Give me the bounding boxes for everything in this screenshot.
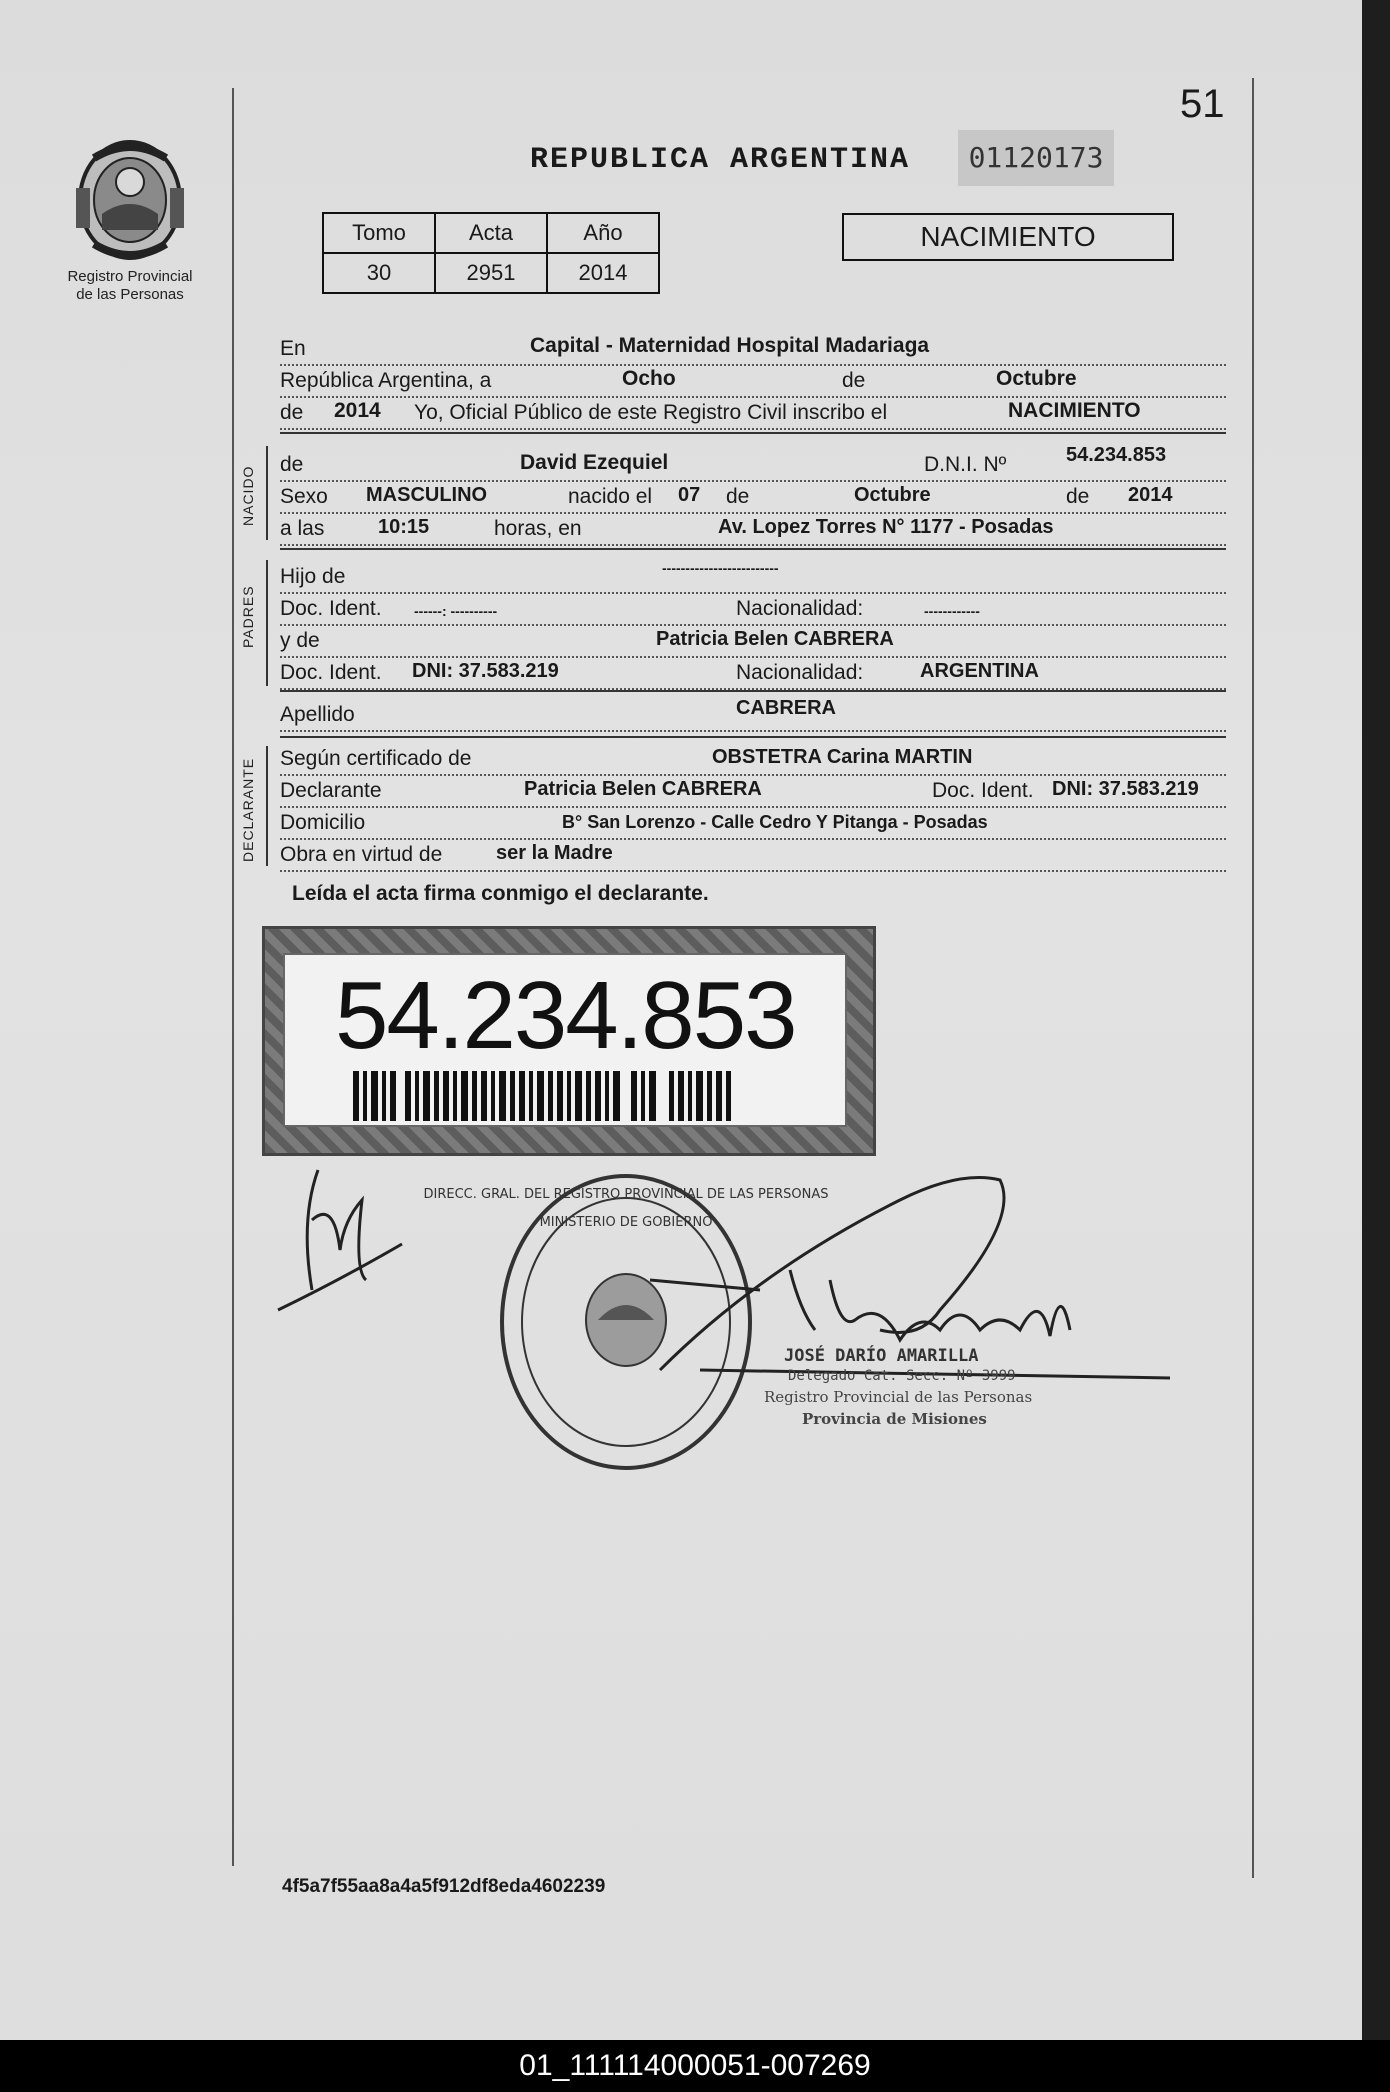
dni-stamp-number: 54.234.853 <box>335 962 796 1069</box>
value-mother-nat: ARGENTINA <box>920 660 1039 682</box>
value-mother-doc: DNI: 37.583.219 <box>412 660 559 682</box>
seal-outer-text: DIRECC. GRAL. DEL REGISTRO PROVINCIAL DE LAS PERSONAS <box>423 1187 829 1202</box>
row-mother <box>280 622 1226 658</box>
registry-value-ano: 2014 <box>547 253 659 293</box>
side-line-nacido <box>266 446 268 540</box>
value-dni: 54.234.853 <box>1066 444 1167 466</box>
label-nacionalidad-mother: Nacionalidad: <box>736 661 864 684</box>
signatory-role: Delegado Cat. Secc. Nº 3999 <box>788 1368 1016 1384</box>
section-divider <box>280 432 1226 434</box>
value-month: Octubre <box>996 367 1077 390</box>
registry-header-tomo: Tomo <box>323 213 435 253</box>
row-republica <box>280 362 1226 398</box>
issuer-caption-line1: Registro Provincial <box>67 268 193 285</box>
official-signature-icon <box>270 1160 410 1330</box>
row-declarant <box>280 772 1226 808</box>
label-doc-ident-father: Doc. Ident. <box>280 597 382 620</box>
value-year: 2014 <box>334 399 381 422</box>
registry-value-acta: 2951 <box>435 253 547 293</box>
section-divider <box>280 548 1226 550</box>
section-divider <box>280 690 1226 692</box>
row-surname <box>280 696 1226 732</box>
label-de-year: de <box>280 401 304 424</box>
value-by-virtue: ser la Madre <box>496 842 613 864</box>
value-birth-day: 07 <box>678 484 701 506</box>
scan-edge <box>1362 0 1390 2040</box>
label-domicilio: Domicilio <box>280 811 366 834</box>
signatory-office: Registro Provincial de las Personas <box>764 1388 1033 1406</box>
registry-header-ano: Año <box>547 213 659 253</box>
label-horas-en: horas, en <box>494 517 582 540</box>
section-divider <box>280 736 1226 738</box>
value-inscribed: NACIMIENTO <box>1008 399 1141 422</box>
label-obra: Obra en virtud de <box>280 843 443 866</box>
left-margin-line <box>232 88 234 1866</box>
value-birth-time: 10:15 <box>378 516 430 538</box>
row-en <box>280 330 1226 366</box>
label-yo: Yo, Oficial Público de este Registro Civil inscribo el <box>414 401 888 424</box>
dni-stamp <box>262 926 876 1156</box>
row-father <box>280 558 1226 594</box>
value-place: Capital - Maternidad Hospital Madariaga <box>530 334 930 357</box>
value-birth-year: 2014 <box>1128 484 1173 506</box>
row-by-virtue <box>280 836 1226 872</box>
side-label-declarante: DECLARANTE <box>240 757 256 862</box>
side-line-padres <box>266 560 268 686</box>
value-birth-place: Av. Lopez Torres N° 1177 - Posadas <box>718 516 1054 538</box>
page-number: 51 <box>1180 82 1225 126</box>
closing-statement: Leída el acta firma conmigo el declarante. <box>292 882 709 905</box>
row-name <box>280 446 1226 482</box>
value-sex: MASCULINO <box>366 484 488 506</box>
document-title: REPUBLICA ARGENTINA <box>530 143 911 177</box>
label-a-las: a las <box>280 517 325 540</box>
row-address <box>280 804 1226 840</box>
signatory-province: Provincia de Misiones <box>802 1410 987 1428</box>
row-mother-doc <box>280 654 1226 690</box>
label-en: En <box>280 337 306 360</box>
record-type-box: NACIMIENTO <box>842 213 1174 261</box>
serial-number: 01120173 <box>958 130 1114 186</box>
label-de-birth-month: de <box>726 485 750 508</box>
barcode-icon <box>353 1071 733 1121</box>
label-declarante: Declarante <box>280 779 382 802</box>
label-apellido: Apellido <box>280 703 355 726</box>
value-day-words: Ocho <box>622 367 676 390</box>
label-republica: República Argentina, a <box>280 369 492 392</box>
row-father-doc <box>280 590 1226 626</box>
label-sexo: Sexo <box>280 485 328 508</box>
value-father-nat: ------------ <box>924 603 980 619</box>
label-doc-ident-mother: Doc. Ident. <box>280 661 382 684</box>
row-sex <box>280 478 1226 514</box>
row-certificate <box>280 740 1226 776</box>
registry-table <box>322 212 660 294</box>
row-time <box>280 510 1226 546</box>
side-label-nacido: NACIDO <box>240 465 256 526</box>
value-birth-month: Octubre <box>854 484 931 506</box>
side-label-padres: PADRES <box>240 585 256 648</box>
value-mother: Patricia Belen CABRERA <box>656 628 894 650</box>
value-surname: CABRERA <box>736 697 836 719</box>
value-declarant-doc: DNI: 37.583.219 <box>1052 778 1199 800</box>
value-address: B° San Lorenzo - Calle Cedro Y Pitanga - Posadas <box>562 812 988 832</box>
scan-footer-id: 01_111114000051-007269 <box>0 2040 1390 2092</box>
label-de-birth-year: de <box>1066 485 1090 508</box>
side-line-declarante <box>266 746 268 866</box>
registry-header-acta: Acta <box>435 213 547 253</box>
registry-value-tomo: 30 <box>323 253 435 293</box>
province-emblem-icon <box>72 134 188 266</box>
value-father: ------------------------- <box>662 560 779 576</box>
document-hash: 4f5a7f55aa8a4a5f912df8eda4602239 <box>282 1876 606 1897</box>
label-nacido-el: nacido el <box>568 485 653 508</box>
seal-inner-text: MINISTERIO DE GOBIERNO <box>539 1215 713 1230</box>
label-doc-ident-declarant: Doc. Ident. <box>932 779 1034 802</box>
value-father-doc: ------: ---------- <box>414 603 498 619</box>
signatory-name: JOSÉ DARÍO AMARILLA <box>784 1346 979 1366</box>
label-y-de: y de <box>280 629 320 652</box>
label-dni: D.N.I. Nº <box>924 453 1007 476</box>
label-segun: Según certificado de <box>280 747 472 770</box>
value-declarant: Patricia Belen CABRERA <box>524 778 762 800</box>
label-de-name: de <box>280 453 304 476</box>
right-margin-line <box>1252 78 1254 1878</box>
label-hijo-de: Hijo de <box>280 565 346 588</box>
row-year <box>280 394 1226 430</box>
label-de-month: de <box>842 369 866 392</box>
dni-stamp-panel <box>283 953 847 1127</box>
value-certificate: OBSTETRA Carina MARTIN <box>712 746 973 768</box>
value-name: David Ezequiel <box>520 451 669 474</box>
issuer-caption-line2: de las Personas <box>76 286 184 303</box>
label-nacionalidad-father: Nacionalidad: <box>736 597 864 620</box>
issuer-caption <box>50 268 210 304</box>
